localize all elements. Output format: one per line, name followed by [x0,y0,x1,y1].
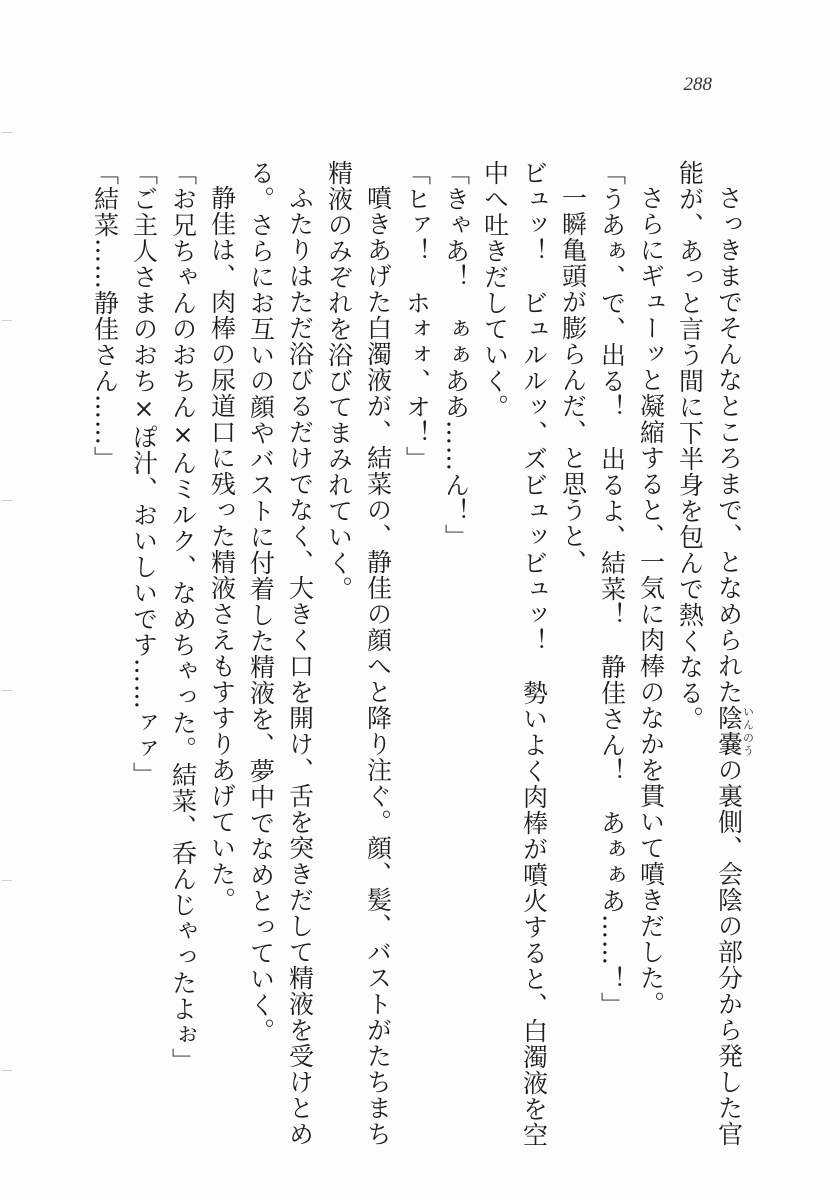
edge-mark [2,1070,12,1071]
dialogue-line: 「ヒァ！ ホォォ、オ！」 [402,160,432,472]
ruby-reading: いんのう [741,705,754,757]
paragraph-text: さっきまでそんなところまで、となめられた [714,185,744,705]
dialogue-line: 「結菜……静佳さん……」 [90,160,120,472]
paragraph-text: の裏側、会陰の部分から発した官能が、あっと言う間に下半身を包んで熱くなる。 [675,160,744,1147]
paragraph: さらにギューッと凝縮すると、一気に肉棒のなかを貫いて噴きだした。 [636,185,666,1017]
paragraph: 噴きあげた白濁液が、結菜の、静佳の顔へと降り注ぐ。顔、髪、バストがたちまち精液のみぞれを浴びてまみれていく。 [324,160,393,1147]
paragraph: ふたりはただ浴びるだけでなく、大きく口を開け、舌を突きだして精液を受けとめる。さらにお互いの顔やバストに付着した精液を、夢中でなめとっていく。 [246,160,315,1147]
page-number: 288 [683,74,712,95]
edge-mark [2,320,12,321]
dialogue-line: 「うあぁ、で、出る！ 出るよ、結菜！ 静佳さん！ あぁぁあ……！」 [597,160,627,1018]
edge-mark [2,880,12,881]
ruby-base: 陰嚢 [714,705,744,757]
edge-mark [2,690,12,691]
page-edge-marks [0,0,20,1200]
dialogue-line: 「ご主人さまのおち×ぽ汁、おいしいです……ァァ」 [129,160,159,788]
dialogue-line: 「きゃあ！ ぁぁああ……ん！」 [441,160,471,550]
vertical-text-body [54,160,754,1160]
edge-mark [2,132,12,133]
paragraph: 静佳は、肉棒の尿道口に残った精液さえもすすりあげていた。 [207,185,237,913]
paragraph: 一瞬亀頭が膨らんだ、と思うと、 [558,185,588,575]
ruby-annotation [714,705,754,757]
dialogue-line: 「お兄ちゃんのおちん×んミルク、なめちゃった。結菜、呑んじゃったよぉ」 [168,160,198,1074]
edge-mark [2,500,12,501]
paragraph: ビュッ！ ビュルルッ、ズビュッビュッ！ 勢いよく肉棒が噴火すると、白濁液を空中へ吐きだしていく。 [480,160,549,1148]
paragraph [671,160,755,1160]
